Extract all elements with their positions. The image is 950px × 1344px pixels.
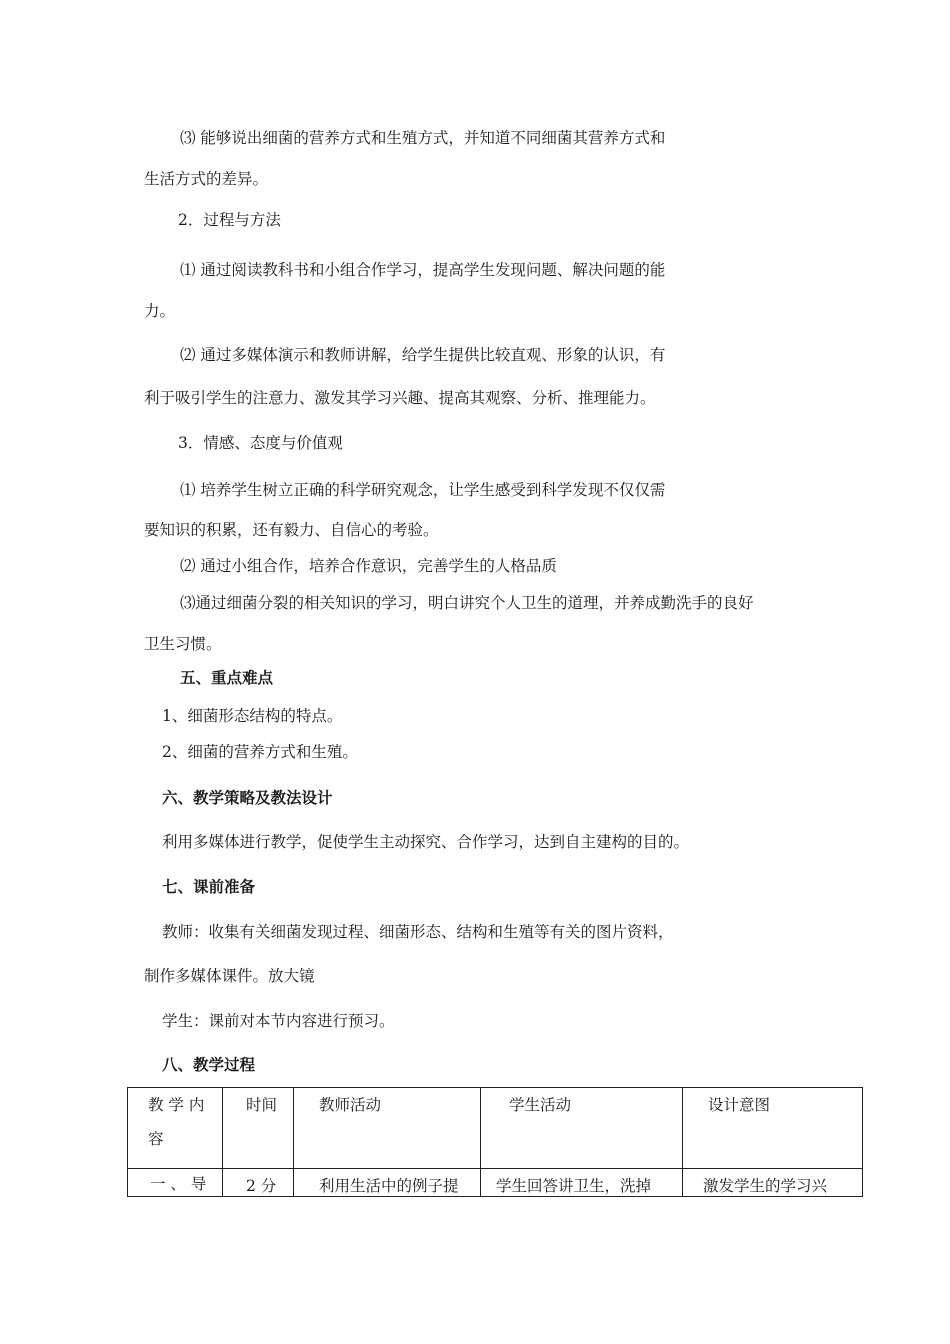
strategy-text: 利用多媒体进行教学，促使学生主动探究、合作学习，达到自主建构的目的。 bbox=[162, 833, 690, 851]
emotion-3-line2: 卫生习惯。 bbox=[144, 635, 222, 653]
heading-teaching-process: 八、教学过程 bbox=[162, 1055, 256, 1074]
heading-key-points: 五、重点难点 bbox=[180, 668, 274, 687]
row1-student-activity: 学生回答讲卫生，洗掉 bbox=[481, 1169, 683, 1197]
process-2-line1: ⑵ 通过多媒体演示和教师讲解，给学生提供比较直观、形象的认识，有 bbox=[180, 346, 666, 364]
objective-3-line2: 生活方式的差异。 bbox=[144, 170, 269, 188]
key-point-1: 1、细菌形态结构的特点。 bbox=[162, 707, 343, 725]
key-point-2: 2、细菌的营养方式和生殖。 bbox=[162, 743, 358, 761]
teacher-prep-line1: 教师：收集有关细菌发现过程、细菌形态、结构和生殖等有关的图片资料， bbox=[162, 923, 674, 941]
header-content: 教 学 内 容 bbox=[128, 1088, 223, 1169]
header-teacher-activity: 教师活动 bbox=[294, 1088, 481, 1169]
emotion-1-line1: ⑴ 培养学生树立正确的科学研究观念，让学生感受到科学发现不仅仅需 bbox=[180, 481, 666, 499]
emotion-1-line2: 要知识的积累，还有毅力、自信心的考验。 bbox=[144, 521, 439, 539]
row1-teacher-activity: 利用生活中的例子提 bbox=[294, 1169, 481, 1197]
process-2-line2: 利于吸引学生的注意力、激发其学习兴趣、提高其观察、分析、推理能力。 bbox=[144, 389, 656, 407]
row1-time: 2 分 bbox=[223, 1169, 294, 1197]
header-student-activity: 学生活动 bbox=[481, 1088, 683, 1169]
table-row bbox=[128, 1169, 863, 1197]
emotion-2: ⑵ 通过小组合作，培养合作意识，完善学生的人格品质 bbox=[180, 557, 557, 575]
emotion-3-line1: ⑶通过细菌分裂的相关知识的学习，明白讲究个人卫生的道理，并养成勤洗手的良好 bbox=[180, 594, 754, 612]
heading-preparation: 七、课前准备 bbox=[162, 877, 256, 896]
header-design-intent: 设计意图 bbox=[683, 1088, 863, 1169]
process-1-line1: ⑴ 通过阅读教科书和小组合作学习，提高学生发现问题、解决问题的能 bbox=[180, 261, 666, 279]
objective-3-line1: ⑶ 能够说出细菌的营养方式和生殖方式，并知道不同细菌其营养方式和 bbox=[180, 129, 666, 147]
teaching-process-table bbox=[127, 1087, 863, 1197]
process-1-line2: 力。 bbox=[144, 302, 176, 320]
teacher-prep-line2: 制作多媒体课件。放大镜 bbox=[144, 967, 315, 985]
row1-design-intent: 激发学生的学习兴 bbox=[683, 1169, 863, 1197]
table-header-row bbox=[128, 1088, 863, 1169]
section-emotion-values: 3．情感、态度与价值观 bbox=[178, 434, 343, 452]
heading-teaching-strategy: 六、教学策略及教法设计 bbox=[162, 788, 333, 807]
header-time: 时间 bbox=[223, 1088, 294, 1169]
row1-content: 一 、 导 bbox=[128, 1169, 223, 1197]
student-prep: 学生：课前对本节内容进行预习。 bbox=[162, 1012, 395, 1030]
section-process-method: 2．过程与方法 bbox=[178, 211, 281, 229]
